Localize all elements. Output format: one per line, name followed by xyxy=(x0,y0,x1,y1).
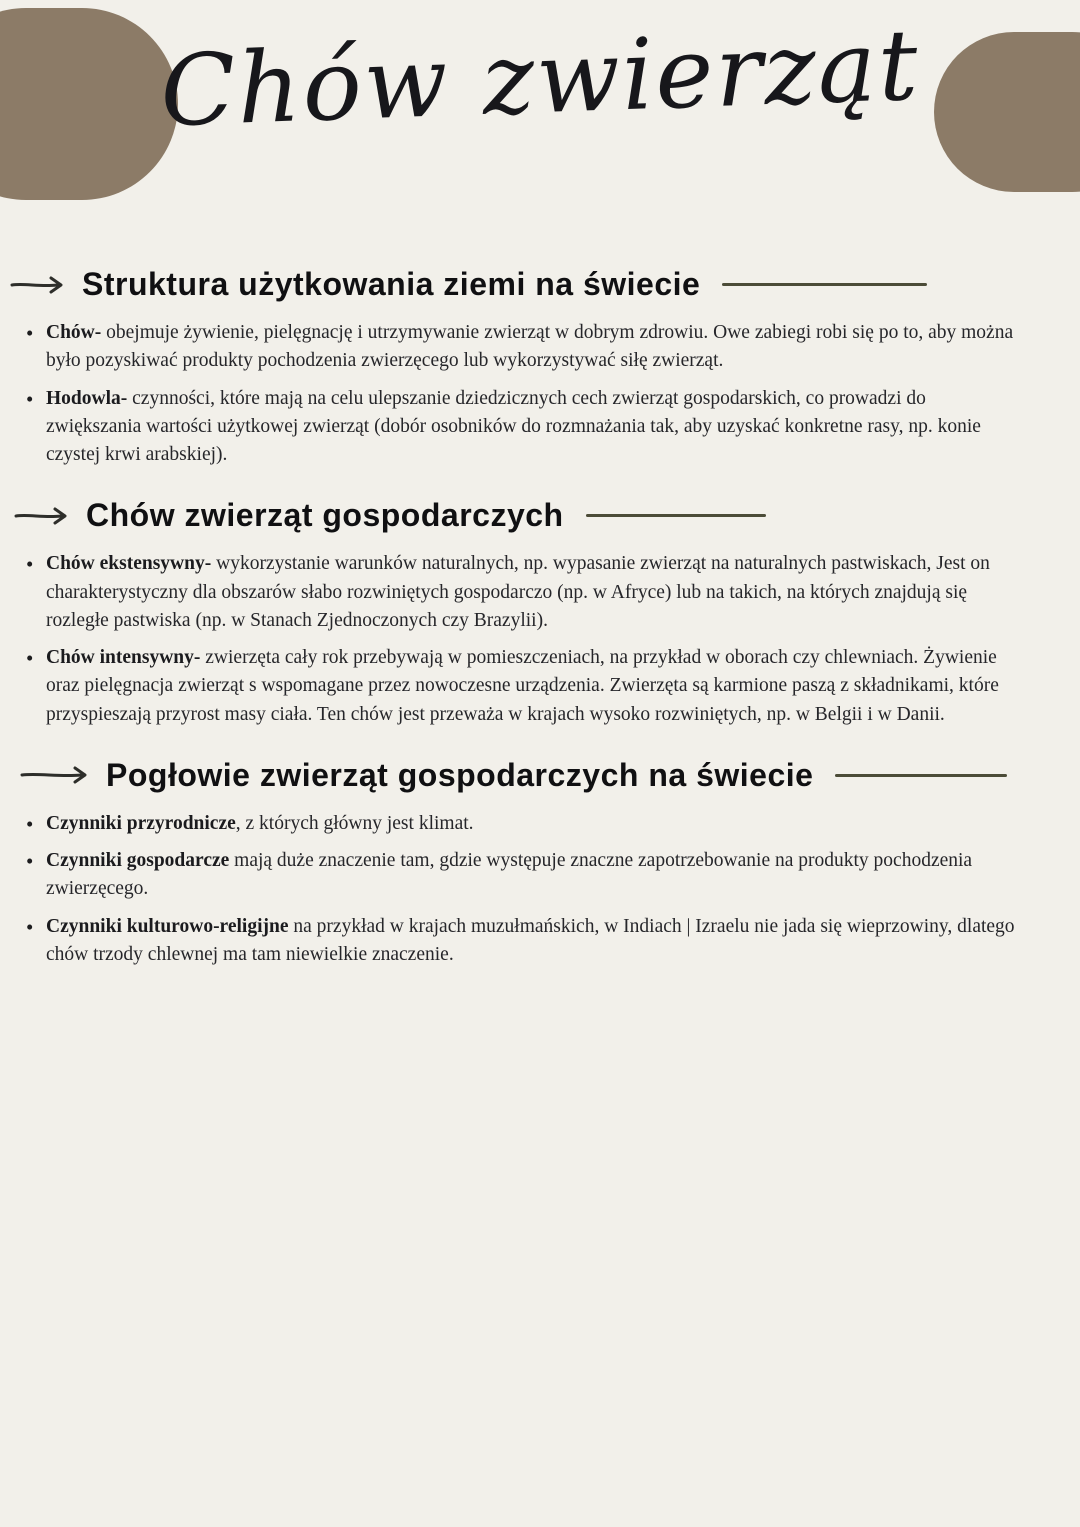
heading-divider xyxy=(835,774,1007,777)
list-item xyxy=(24,550,1025,635)
list-item xyxy=(24,847,1025,904)
section-heading-1 xyxy=(10,266,1080,303)
section-heading-3 xyxy=(20,757,1080,794)
term: Chów intensywny- xyxy=(46,647,201,669)
arrow-icon xyxy=(10,274,68,296)
list-item xyxy=(24,644,1025,729)
term: Chów- xyxy=(46,322,102,343)
list-item xyxy=(24,913,1025,970)
definition: zwierzęta cały rok przebywają w pomieszczeniach, na przykład w oborach czy chlewniach. Żywienie oraz pielęgnacja zwierząt s wspomagane przez nowoczesne urządzenia. Zwierzęta są karmione paszą z składnikami, które przyspieszają przyrost masy ciała. Ten chów jest przeważa w krajach wysoko rozwiniętych, np. w Belgii i w Danii. xyxy=(46,647,999,725)
section-title: Struktura użytkowania ziemi na świecie xyxy=(82,266,701,302)
term: Czynniki kulturowo-religijne xyxy=(46,915,289,937)
term: Chów ekstensywny- xyxy=(46,553,212,575)
section-heading-2 xyxy=(14,497,1080,534)
list-item xyxy=(24,385,1025,470)
definition: obejmuje żywienie, pielęgnację i utrzymywanie zwierząt w dobrym zdrowiu. Owe zabiegi robi się po to, aby można było pozyskiwać produkty pochodzenia zwierzęcego lub wykorzystywać siłę zwierząt. xyxy=(46,322,1014,372)
page-title: Chów zwierząt xyxy=(158,8,922,150)
section-bullets-1 xyxy=(24,319,1025,469)
term: Czynniki gospodarcze xyxy=(46,850,230,872)
section-bullets-2 xyxy=(24,550,1025,729)
heading-divider xyxy=(722,283,927,286)
definition: , z których główny jest klimat. xyxy=(235,812,474,834)
section-title: Chów zwierząt gospodarczych xyxy=(86,497,564,534)
section-title: Pogłowie zwierząt gospodarczych na świecie xyxy=(106,756,814,793)
definition: wykorzystanie warunków naturalnych, np. wypasanie zwierząt na naturalnych pastwiskach, Jest on charakterystyczny dla obszarów słabo rozwiniętych gospodarczo (np. w Afryce) lub na takich, na których znajdują się rozległe pastwiska (np. w Stanach Zjednoczonych czy Brazylii). xyxy=(46,553,990,631)
section-bullets-3 xyxy=(24,810,1025,969)
arrow-icon xyxy=(20,764,92,786)
list-item xyxy=(24,319,1025,376)
list-item xyxy=(24,810,1025,838)
definition: mają duże znaczenie tam, gdzie występuje znaczne zapotrzebowanie na produkty pochodzenia zwierzęcego. xyxy=(46,850,973,900)
definition: na przykład w krajach muzułmańskich, w Indiach | Izraelu nie jada się wieprzowiny, dlatego chów trzody chlewnej ma tam niewielkie znaczenie. xyxy=(46,915,1015,965)
arrow-icon xyxy=(14,505,72,527)
definition: czynności, które mają na celu ulepszanie dziedzicznych cech zwierząt gospodarskich, co prowadzi do zwiększania wartości użytkowej zwierząt (dobór osobników do rozmnażania tak, aby uzyskać konkretne rasy, np. konie czystej krwi arabskiej). xyxy=(46,387,981,466)
heading-divider xyxy=(586,514,766,517)
term: Hodowla- xyxy=(46,387,128,409)
term: Czynniki przyrodnicze xyxy=(46,812,236,834)
